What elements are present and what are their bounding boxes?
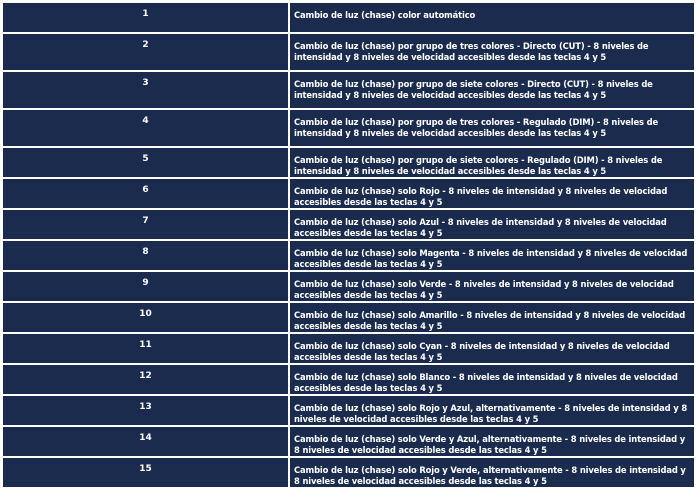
table-row: [3, 210, 694, 239]
row-description: Cambio de luz (chase) solo Cyan - 8 niveles de intensidad y 8 niveles de velocidad accesibles desde las teclas 4 y 5: [290, 334, 694, 363]
row-description: Cambio de luz (chase) solo Rojo - 8 niveles de intensidad y 8 niveles de velocidad accesibles desde las teclas 4 y 5: [290, 179, 694, 208]
chase-modes-table: [3, 3, 694, 489]
row-number: 4: [3, 110, 288, 146]
table-row: [3, 303, 694, 332]
row-description: Cambio de luz (chase) solo Magenta - 8 niveles de intensidad y 8 niveles de velocidad accesibles desde las teclas 4 y 5: [290, 241, 694, 270]
row-description: Cambio de luz (chase) solo Amarillo - 8 niveles de intensidad y 8 niveles de velocidad accesibles desde las teclas 4 y 5: [290, 303, 694, 332]
table-row: [3, 365, 694, 394]
row-number: 2: [3, 34, 288, 70]
row-number: 14: [3, 427, 288, 456]
row-number: 15: [3, 458, 288, 487]
table-row: [3, 396, 694, 425]
row-description: Cambio de luz (chase) por grupo de tres colores - Regulado (DIM) - 8 niveles de intensidad y 8 niveles de velocidad accesibles desde las teclas 4 y 5: [290, 110, 694, 146]
row-number: 9: [3, 272, 288, 301]
row-description: Cambio de luz (chase) solo Rojo y Verde, alternativamente - 8 niveles de intensidad y 8 niveles de velocidad accesibles desde las teclas 4 y 5: [290, 458, 694, 487]
table-row: [3, 72, 694, 108]
row-number: 3: [3, 72, 288, 108]
row-number: 6: [3, 179, 288, 208]
row-description: Cambio de luz (chase) por grupo de siete colores - Directo (CUT) - 8 niveles de intensidad y 8 niveles de velocidad accesibles desde las teclas 4 y 5: [290, 72, 694, 108]
table-row: [3, 427, 694, 456]
row-description: Cambio de luz (chase) solo Blanco - 8 niveles de intensidad y 8 niveles de velocidad accesibles desde las teclas 4 y 5: [290, 365, 694, 394]
table-row: [3, 272, 694, 301]
table-row: [3, 334, 694, 363]
row-description: Cambio de luz (chase) por grupo de tres colores - Directo (CUT) - 8 niveles de intensidad y 8 niveles de velocidad accesibles desde las teclas 4 y 5: [290, 34, 694, 70]
row-number: 8: [3, 241, 288, 270]
table-row: [3, 110, 694, 146]
table-row: [3, 34, 694, 70]
row-description: Cambio de luz (chase) solo Verde - 8 niveles de intensidad y 8 niveles de velocidad accesibles desde las teclas 4 y 5: [290, 272, 694, 301]
row-number: 5: [3, 148, 288, 177]
row-number: 12: [3, 365, 288, 394]
row-number: 10: [3, 303, 288, 332]
row-description: Cambio de luz (chase) solo Verde y Azul, alternativamente - 8 niveles de intensidad y 8 niveles de velocidad accesibles desde las teclas 4 y 5: [290, 427, 694, 456]
table-row: [3, 148, 694, 177]
row-description: Cambio de luz (chase) solo Rojo y Azul, alternativamente - 8 niveles de intensidad y 8 niveles de velocidad accesibles desde las teclas 4 y 5: [290, 396, 694, 425]
row-description: Cambio de luz (chase) color automático: [290, 3, 694, 32]
table-row: [3, 3, 694, 32]
table-row: [3, 241, 694, 270]
table-row: [3, 458, 694, 487]
row-number: 11: [3, 334, 288, 363]
table-row: [3, 179, 694, 208]
row-number: 7: [3, 210, 288, 239]
row-number: 13: [3, 396, 288, 425]
row-description: Cambio de luz (chase) solo Azul - 8 niveles de intensidad y 8 niveles de velocidad accesibles desde las teclas 4 y 5: [290, 210, 694, 239]
row-number: 1: [3, 3, 288, 32]
row-description: Cambio de luz (chase) por grupo de siete colores - Regulado (DIM) - 8 niveles de intensidad y 8 niveles de velocidad accesibles desde las teclas 4 y 5: [290, 148, 694, 177]
